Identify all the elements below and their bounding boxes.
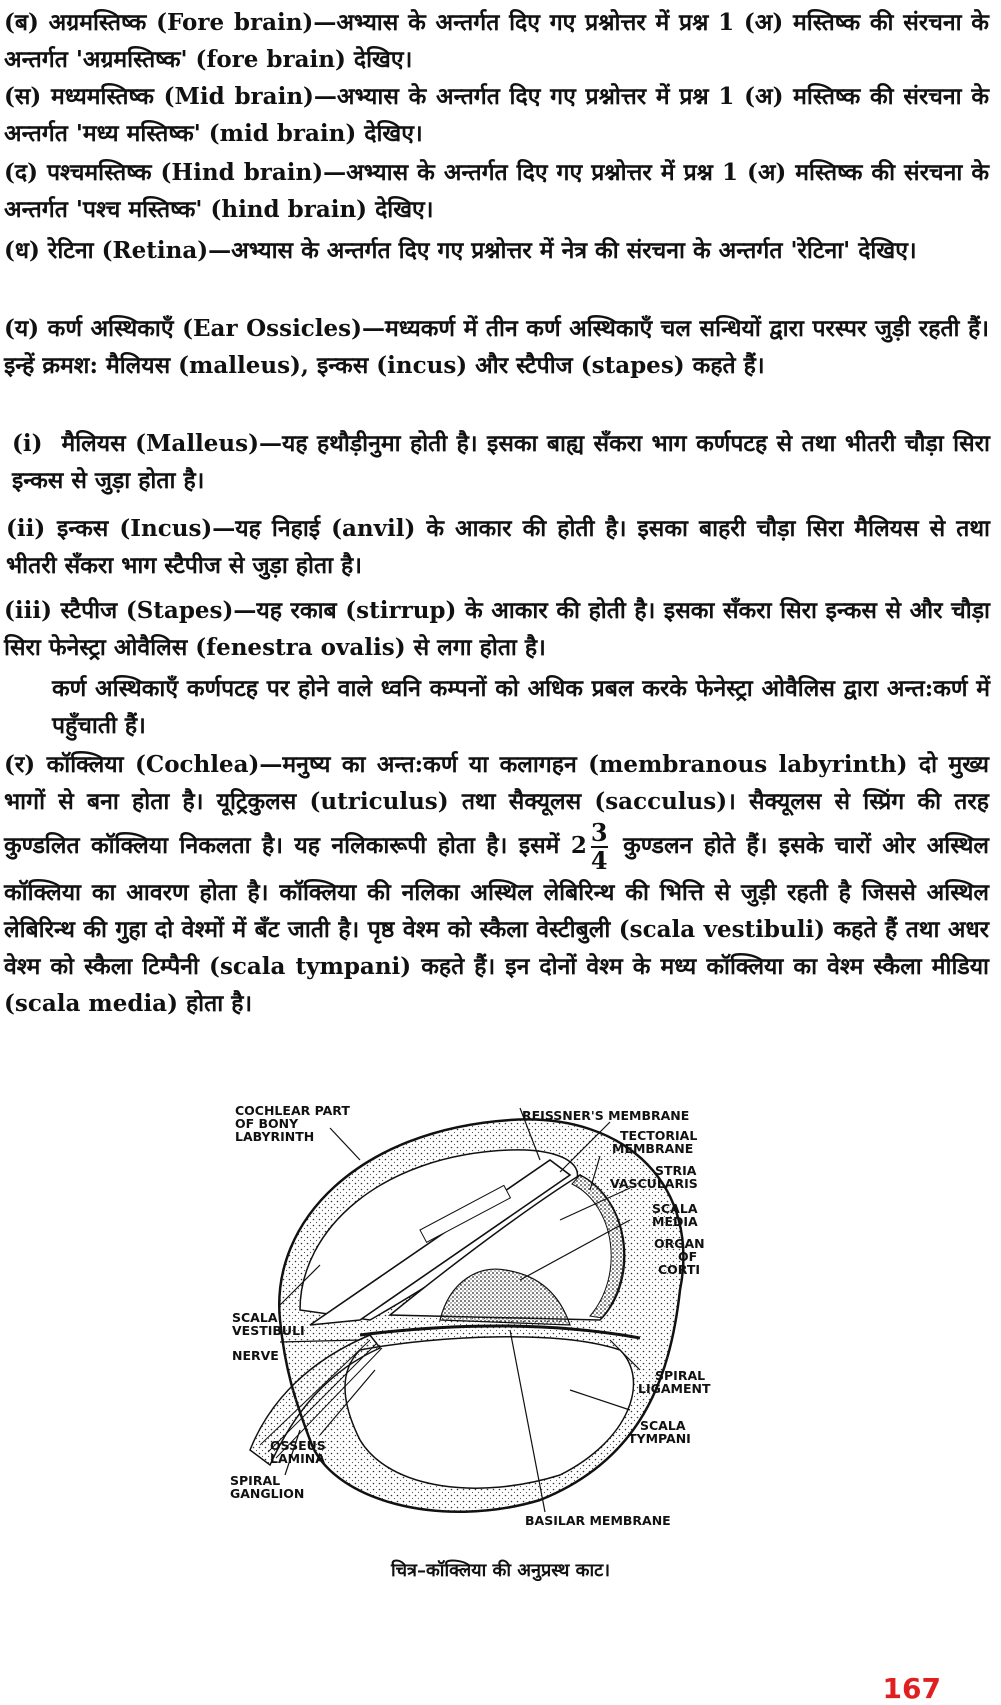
text-ossicles-function: कर्ण अस्थिकाएँ कर्णपटह पर होने वाले ध्वनि कम्पनों को अधिक प्रबल करके फेनेस्ट्रा ओवैलिस द्वारा अन्त:कर्ण में पहुँचाती हैं।: [52, 675, 990, 739]
label-scala-media: MEDIA: [652, 1214, 698, 1229]
heading-incus: इन्कस: [57, 515, 109, 542]
label-tectorial-membrane: MEMBRANE: [612, 1141, 694, 1156]
heading-malleus: मैलियस: [61, 430, 126, 457]
text-fore-brain: (Fore brain)—अभ्यास के अन्तर्गत दिए गए प्रश्नोत्तर में प्रश्न 1 (अ) मस्तिष्क की संरचना के अन्तर्गत 'अग्रमस्तिष्क' (fore brain) देखिए।: [4, 9, 989, 73]
label-cochlear-part: LABYRINTH: [235, 1129, 315, 1144]
label-organ-of-corti: ORGAN: [654, 1236, 705, 1251]
label-scala-media: SCALA: [652, 1201, 698, 1216]
paragraph-retina: [4, 232, 989, 269]
label-scala-tympani: SCALA: [640, 1418, 686, 1433]
heading-fore-brain: (ब) अग्रमस्तिष्क: [4, 9, 147, 36]
figure-caption: चित्र–कॉक्लिया की अनुप्रस्थ काट।: [390, 1560, 611, 1581]
heading-retina: (ध) रेटिना: [4, 237, 94, 264]
heading-ear-ossicles: (य) कर्ण अस्थिकाएँ: [4, 315, 174, 342]
label-spiral-ligament: SPIRAL: [655, 1368, 706, 1383]
paragraph-mid-brain: [4, 78, 989, 152]
fraction-numerator: 3: [590, 818, 608, 847]
paragraph-cochlea: [4, 746, 989, 1022]
label-basilar-membrane: BASILAR MEMBRANE: [525, 1513, 671, 1528]
fraction-three-quarters: [591, 820, 608, 874]
label-scala-tympani: TYMPANI: [628, 1431, 691, 1446]
label-scala-vestibuli: VESTIBULI: [232, 1323, 305, 1338]
paragraph-hind-brain: [4, 154, 989, 228]
text-ear-ossicles: (Ear Ossicles)—मध्यकर्ण में तीन कर्ण अस्थिकाएँ चल सन्धियों द्वारा परस्पर जुड़ी रहती हैं। इन्हें क्रमश: मैलियस (malleus), इन्कस (incus) और स्टैपीज (stapes) कहते हैं।: [4, 315, 990, 379]
label-organ-of-corti: CORTI: [658, 1262, 701, 1277]
heading-hind-brain: (द) पश्चमस्तिष्क: [4, 159, 152, 186]
text-cochlea-part2: कुण्डलन होते हैं। इसके चारों ओर अस्थिल कॉक्लिया का आवरण होता है। कॉक्लिया की नलिका अस्थिल लेबिरिन्थ की भित्ति से जुड़ी रहती है जिससे अस्थिल लेबिरिन्थ की गुहा दो वेश्मों में बँट जाती है। पृष्ठ वेश्म को स्कैला वेस्टीबुली (scala vestibuli) कहते हैं तथा अधर वेश्म को स्कैला टिम्पैनी (scala tympani) कहते हैं। इन दोनों वेश्म के मध्य कॉक्लिया का वेश्म स्कैला मीडिया (scala media) होता है।: [4, 832, 989, 1017]
text-hind-brain: (Hind brain)—अभ्यास के अन्तर्गत दिए गए प्रश्नोत्तर में प्रश्न 1 (अ) मस्तिष्क की संरचना के अन्तर्गत 'पश्च मस्तिष्क' (hind brain) देखिए।: [4, 159, 989, 223]
text-cochlea-part1: (Cochlea)—मनुष्य का अन्त:कर्ण या कलागहन (membranous labyrinth) दो मुख्य भागों से बना होता है। यूट्रिकुलस (utriculus) तथा सैक्यूलस (sacculus)। सैक्यूलस से स्प्रिंग की तरह कुण्डलित कॉक्लिया निकलता है। यह नलिकारूपी होता है। इसमें 2: [4, 751, 989, 859]
item-number: (iii): [4, 597, 52, 624]
label-cochlear-part: OF BONY: [235, 1116, 299, 1131]
label-cochlear-part: COCHLEAR PART: [235, 1103, 350, 1118]
label-organ-of-corti: OF: [678, 1249, 698, 1264]
label-stria-vascularis: STRIA: [655, 1163, 697, 1178]
label-osseus-lamina: LAMINA: [270, 1451, 325, 1466]
cochlea-cross-section-figure: [230, 1080, 760, 1550]
heading-stapes: स्टैपीज: [60, 597, 118, 624]
label-spiral-ganglion: SPIRAL: [230, 1473, 281, 1488]
item-number: (i): [12, 430, 43, 457]
text-mid-brain: (Mid brain)—अभ्यास के अन्तर्गत दिए गए प्रश्नोत्तर में प्रश्न 1 (अ) मस्तिष्क की संरचना के अन्तर्गत 'मध्य मस्तिष्क' (mid brain) देखिए।: [4, 83, 989, 147]
item-number: (ii): [6, 515, 46, 542]
item-incus: [6, 510, 990, 584]
label-reissners-membrane: REISSNER'S MEMBRANE: [522, 1108, 690, 1123]
text-stapes: (Stapes)—यह रकाब (stirrup) के आकार की होती है। इसका सँकरा सिरा इन्कस से और चौड़ा सिरा फेनेस्ट्रा ओवैलिस (fenestra ovalis) से लगा होता है।: [4, 597, 990, 661]
label-scala-vestibuli: SCALA: [232, 1310, 278, 1325]
heading-cochlea: (र) कॉक्लिया: [4, 751, 124, 778]
text-retina: (Retina)—अभ्यास के अन्तर्गत दिए गए प्रश्नोत्तर में नेत्र की संरचना के अन्तर्गत 'रेटिना' देखिए।: [101, 237, 917, 264]
label-stria-vascularis: VASCULARIS: [610, 1176, 698, 1191]
item-stapes: [4, 592, 990, 666]
paragraph-ossicles-function: [52, 670, 990, 744]
heading-mid-brain: (स) मध्यमस्तिष्क: [4, 83, 154, 110]
label-spiral-ganglion: GANGLION: [230, 1486, 305, 1501]
item-malleus: [12, 425, 990, 499]
paragraph-ear-ossicles: [4, 310, 989, 384]
text-incus: (Incus)—यह निहाई (anvil) के आकार की होती है। इसका बाहरी चौड़ा सिरा मैलियस से तथा भीतरी सँकरा भाग स्टैपीज से जुड़ा होता है।: [6, 515, 990, 579]
fraction-denominator: 4: [590, 846, 608, 875]
page-number: 167: [882, 1672, 941, 1705]
label-osseus-lamina: OSSEUS: [270, 1438, 326, 1453]
label-spiral-ligament: LIGAMENT: [638, 1381, 711, 1396]
paragraph-fore-brain: [4, 4, 989, 78]
label-nerve: NERVE: [232, 1348, 279, 1363]
label-tectorial-membrane: TECTORIAL: [620, 1128, 698, 1143]
text-malleus: (Malleus)—यह हथौड़ीनुमा होती है। इसका बाह्य सँकरा भाग कर्णपटह से तथा भीतरी चौड़ा सिरा इन्कस से जुड़ा होता है।: [12, 430, 990, 494]
